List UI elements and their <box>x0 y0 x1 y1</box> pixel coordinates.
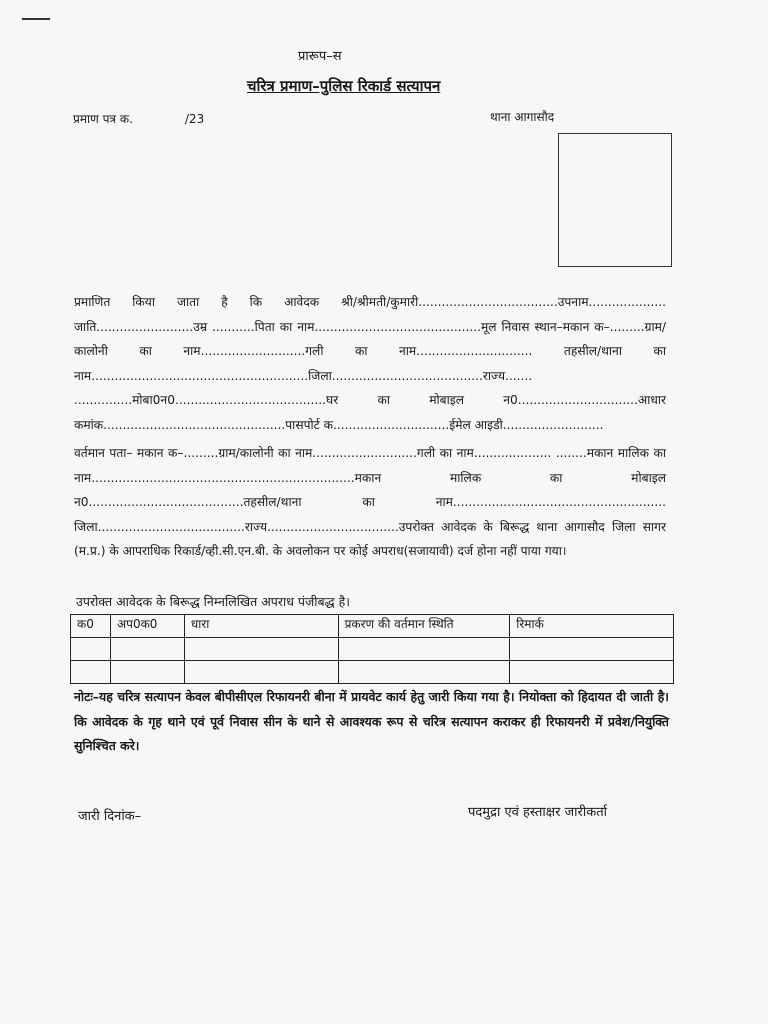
table-row <box>71 638 674 661</box>
certificate-number-suffix: /23 <box>184 112 205 126</box>
col-header-crime-no: अप0क0 <box>110 615 184 638</box>
col-header-case-status: प्रकरण की वर्तमान स्थिति <box>338 615 510 638</box>
col-header-serial: क0 <box>71 615 111 638</box>
form-code: प्रारूप–स <box>298 49 342 64</box>
photo-box <box>558 133 672 267</box>
table-intro: उपरोक्त आवेदक के बिरूद्ध निम्नलिखित अपराध पंजीबद्ध है। <box>76 594 351 609</box>
issue-date-label: जारी दिनांक– <box>78 809 142 824</box>
table-cell <box>338 661 510 684</box>
table-cell <box>184 661 338 684</box>
document-title: चरित्र प्रमाण–पुलिस रिकार्ड सत्यापन <box>247 77 441 95</box>
applicant-details-paragraph: प्रमाणित किया जाता है कि आवेदक श्री/श्रीमती/कुमारी....................................उपनाम.................... जाति.........................उम्र ...........पिता का नाम...........................................मूल निवास स्थान–मकान क–.........ग्राम/कालोनी का नाम...........................गली का नाम.............................. तहसील/थाना का नाम........................................................जिला.......................................राज्य....... ...............मोबा0न0.......................................घर का मोबाइल न0...............................आधार कमांक...............................................पासपोर्ट क..............................ईमेल आइडी.......................... <box>74 295 666 432</box>
signatory-label: पदमुद्रा एवं हस्ताक्षर जारीकर्ता <box>468 805 607 820</box>
table-cell <box>510 638 674 661</box>
offence-table <box>70 614 674 684</box>
certificate-number <box>73 110 204 127</box>
current-address-paragraph: वर्तमान पता– मकान क–.........ग्राम/कालोनी का नाम...........................गली का नाम.................... ........मकान मालिक का नाम....................................................................मकान मालिक का मोबाइल न0........................................तहसील/थाना का नाम....................................................... जिला......................................राज्य..................................उपरोक्त आवेदक के बिरूद्ध थाना आगासौद जिला सागर (म.प्र.) के आपराधिक रिकार्ड/व्ही.सी.एन.बी. के अवलोकन पर कोई अपराध(सजायावी) दर्ज होना नहीं पाया गया। <box>74 446 666 558</box>
table-cell <box>338 638 510 661</box>
col-header-remark: रिमार्क <box>510 615 674 638</box>
police-station: थाना आगासौद <box>490 110 555 124</box>
table-cell <box>71 661 111 684</box>
table-cell <box>184 638 338 661</box>
table-header-row <box>71 615 674 638</box>
col-header-section: धारा <box>184 615 338 638</box>
table-cell <box>110 638 184 661</box>
table-cell <box>510 661 674 684</box>
table-cell <box>71 638 111 661</box>
certificate-number-label: प्रमाण पत्र क. <box>73 112 133 126</box>
table-row <box>71 661 674 684</box>
corner-mark <box>22 18 50 20</box>
note-paragraph: नोटः–यह चरित्र सत्यापन केवल बीपीसीएल रिफायनरी बीना में प्रायवेट कार्य हेतु जारी किया गया है। नियोक्ता को हिदायत दी जाती है। कि आवेदक के गृह थाने एवं पूर्व निवास सीन के थाने से आवश्यक रूप से चरित्र सत्यापन कराकर ही रिफायनरी में प्रवेश/नियुक्ति सुनिश्चित करे। <box>74 689 669 753</box>
table-cell <box>110 661 184 684</box>
